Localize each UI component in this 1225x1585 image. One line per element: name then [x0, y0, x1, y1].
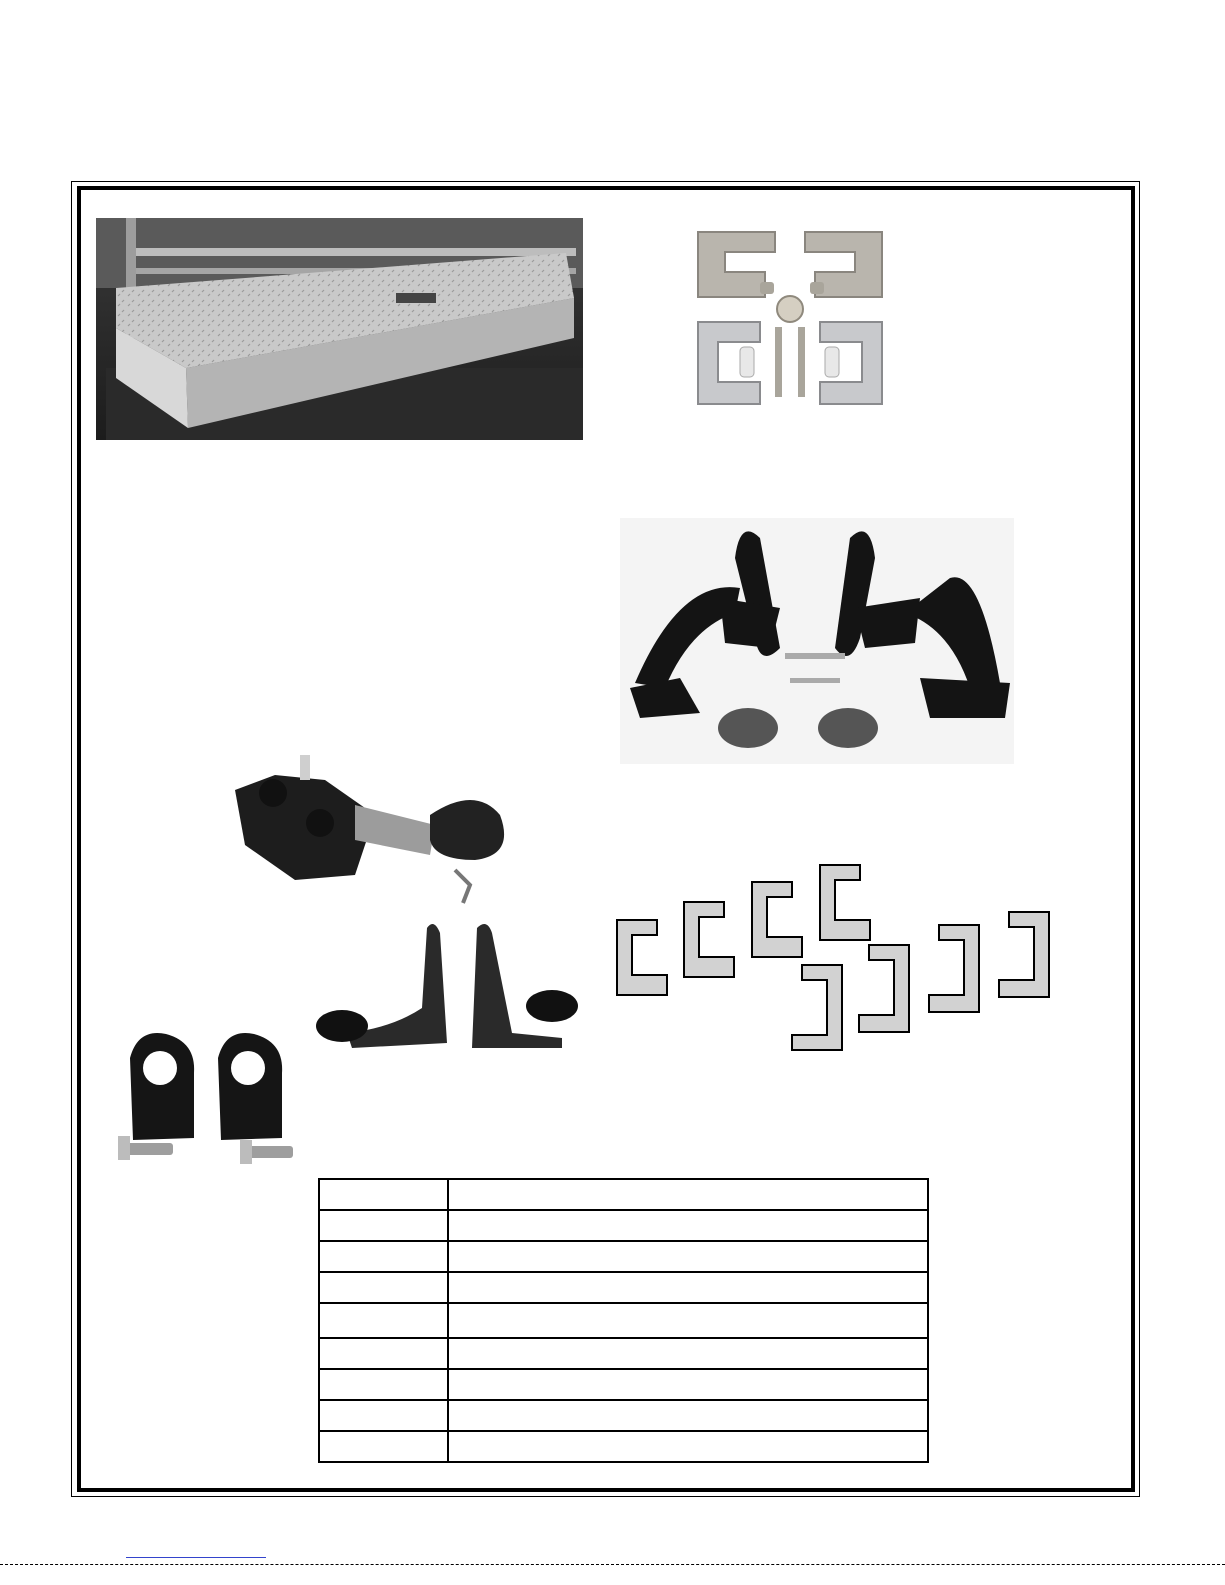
table-cell — [319, 1303, 448, 1338]
clamp-kit-photo — [690, 227, 890, 409]
table-cell — [319, 1210, 448, 1241]
table-row — [319, 1369, 928, 1400]
tie-down-eyelets-photo — [108, 1028, 300, 1170]
table-row — [319, 1272, 928, 1303]
load-stops-photo — [312, 918, 584, 1066]
table-cell — [448, 1303, 928, 1338]
table-cell — [448, 1179, 928, 1210]
footer-link-underline[interactable] — [126, 1557, 266, 1558]
table-cell — [448, 1210, 928, 1241]
kayak-carrier-photo — [620, 518, 1014, 764]
table-row — [319, 1303, 928, 1338]
table-cell — [319, 1431, 448, 1462]
table-cell — [448, 1338, 928, 1369]
table-cell — [448, 1431, 928, 1462]
toolbox-photo — [96, 218, 583, 440]
table-row — [319, 1431, 928, 1462]
footer-divider — [0, 1564, 1225, 1565]
parts-table — [318, 1178, 929, 1463]
table-cell — [319, 1179, 448, 1210]
table-row — [319, 1179, 928, 1210]
c-channel-brackets-photo — [612, 860, 1057, 1052]
table-row — [319, 1210, 928, 1241]
table-row — [319, 1338, 928, 1369]
table-cell — [448, 1400, 928, 1431]
table-cell — [319, 1369, 448, 1400]
table-cell — [319, 1241, 448, 1272]
table-cell — [319, 1338, 448, 1369]
locking-fork-mount-photo — [235, 745, 525, 910]
table-cell — [319, 1272, 448, 1303]
table-cell — [319, 1400, 448, 1431]
table-cell — [448, 1272, 928, 1303]
table-row — [319, 1400, 928, 1431]
table-row — [319, 1241, 928, 1272]
table-cell — [448, 1369, 928, 1400]
table-cell — [448, 1241, 928, 1272]
